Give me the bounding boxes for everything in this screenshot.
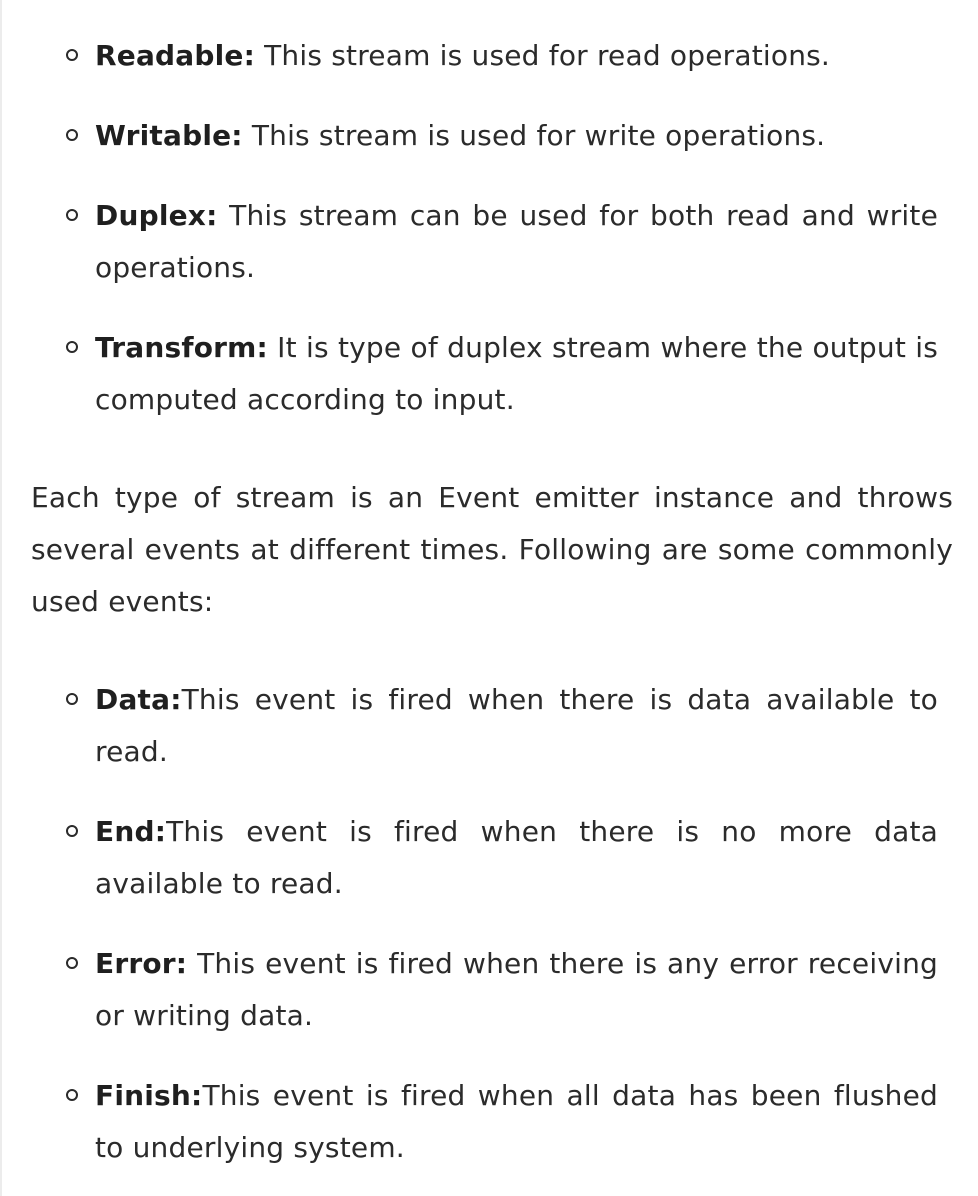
hollow-circle-bullet-icon [66,49,78,61]
list-item-error-event [0,938,938,1042]
item-text: This stream can be used for both read and write operations. [95,199,938,284]
item-term: End: [95,815,167,848]
hollow-circle-bullet-icon [66,693,78,705]
hollow-circle-bullet-icon [66,129,78,141]
list-item-readable [0,30,938,82]
item-text: This event is fired when there is no more data available to read. [95,815,938,900]
list-item-finish-event [0,1070,938,1174]
list-item-transform [0,322,938,426]
intro-paragraph: Each type of stream is an Event emitter instance and throws several events at different times. Following are some commonly used events: [31,481,953,618]
item-text: This event is fired when there is any error receiving or writing data. [95,947,938,1032]
hollow-circle-bullet-icon [66,957,78,969]
item-term: Error: [95,947,188,980]
hollow-circle-bullet-icon [66,825,78,837]
item-text: This stream is used for read operations. [255,39,831,72]
item-text: This event is fired when there is data available to read. [95,683,938,768]
item-text: This event is fired when all data has been flushed to underlying system. [95,1079,938,1164]
item-term: Duplex: [95,199,218,232]
list-item-writable [0,110,938,162]
hollow-circle-bullet-icon [66,209,78,221]
hollow-circle-bullet-icon [66,1089,78,1101]
hollow-circle-bullet-icon [66,341,78,353]
list-item-end-event [0,806,938,910]
item-term: Readable: [95,39,256,72]
list-item-duplex [0,190,938,294]
item-text: It is type of duplex stream where the output is computed according to input. [95,331,938,416]
item-term: Finish: [95,1079,203,1112]
item-term: Transform: [95,331,268,364]
item-term: Writable: [95,119,243,152]
item-term: Data: [95,683,182,716]
list-item-data-event [0,674,938,778]
item-text: This stream is used for write operations. [242,119,826,152]
